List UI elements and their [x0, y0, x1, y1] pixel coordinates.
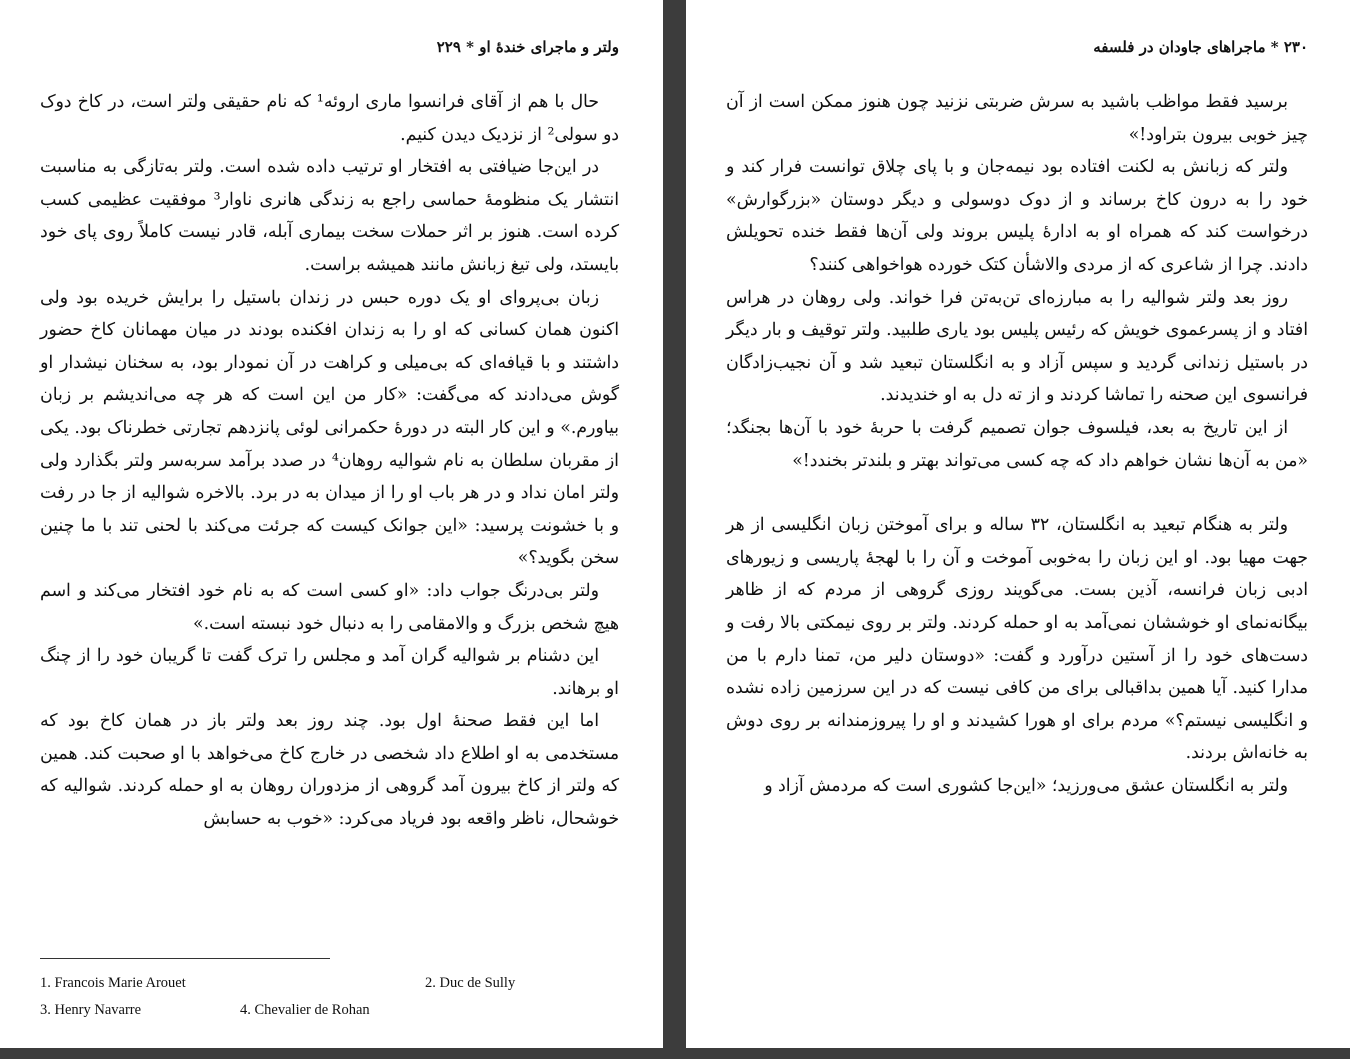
- footnote-3: 3. Henry Navarre: [40, 1002, 142, 1018]
- left-page: [0, 0, 663, 1048]
- paragraph: حال با هم از آقای فرانسوا ماری اروئه¹ که نام حقیقی ولتر است، در کاخ دوک دو سولی² از نزدیک دیدن کنیم.: [40, 92, 619, 145]
- right-running-title: [1093, 38, 1308, 56]
- right-running-head: [726, 34, 1308, 60]
- right-body-text: [726, 86, 1308, 802]
- left-chapter-title: ولتر و ماجرای خندهٔ او: [479, 38, 619, 56]
- paragraph: ولتر که زبانش به لکنت افتاده بود نیمه‌جان و با پای چلاق توانست فرار کند و خود را به درون کاخ برساند و از دوک دوسولی و دیگر دوستان «بزرگوارش» درخواست کند که همراه او به ادارهٔ پلیس بروند ولی آن‌ها فقط خنده تحویلش دادند. چرا از شاعری که از مردی والاشأن کتک خورده هواخواهی کنند؟: [726, 157, 1308, 275]
- paragraph: برسید فقط مواظب باشید به سرش ضربتی نزنید چون هنوز ممکن است از آن چیز خوبی بیرون بتراود!»: [726, 92, 1308, 145]
- left-page-number: ۲۲۹: [436, 38, 461, 56]
- right-page-number: ۲۳۰: [1283, 38, 1308, 56]
- paragraph: ولتر بی‌درنگ جواب داد: «او کسی است که به نام خود افتخار می‌کند و اسم هیچ شخص بزرگ و والامقامی را به دنبال خود نبسته است.»: [40, 580, 619, 634]
- paragraph: این دشنام بر شوالیه گران آمد و مجلس را ترک گفت تا گریبان خود را از چنگ او برهاند.: [40, 646, 619, 699]
- left-running-title: [437, 38, 619, 56]
- right-page: [686, 0, 1350, 1048]
- paragraph: روز بعد ولتر شوالیه را به مبارزه‌ای تن‌به‌تن فرا خواند. ولی روهان در هراس افتاد و از پسرعموی خویش که رئیس پلیس بود یاری طلبید. ولتر توقیف و بار دیگر در باستیل زندانی گردید و سپس آزاد و به انگلستان تبعید شد و آن نجیب‌زادگان فرانسوی این صحنه را تماشا کردند و از ته دل به او خندیدند.: [726, 287, 1308, 406]
- paragraph: از این تاریخ به بعد، فیلسوف جوان تصمیم گرفت با حربهٔ خود با آن‌ها بجنگد؛ «من به آن‌ها نشان خواهم داد که چه کسی می‌تواند بهتر و بلندتر بخندد!»: [726, 417, 1308, 471]
- star-separator-icon: *: [466, 38, 474, 56]
- paragraph: ولتر به هنگام تبعید به انگلستان، ۳۲ ساله و برای آموختن زبان انگلیسی از هر جهت مهیا بود. او این زبان را به‌خوبی آموخت و آن را با لهجهٔ پاریسی و زیورهای ادبی زبان فرانسه، آذین بست. می‌گویند روزی گروهی از مردم که از ظاهر بیگانه‌نمای او خوششان نمی‌آمد به او حمله کردند. ولتر بر روی نیمکتی بالا رفت و دست‌های خود را از آستین درآورد و گفت: «دوستان دلیر من، تمنا دارم با من مدارا کنید. آیا همین بداقبالی برای من کافی نیست که در این سرزمین زاده نشده و انگلیسی نیستم؟» مردم برای او هورا کشیدند و او را پیروزمندانه بر روی دوش به خانه‌اش بردند.: [726, 515, 1308, 764]
- star-separator-icon: *: [1270, 38, 1279, 56]
- footnote-1: 1. Francois Marie Arouet: [40, 975, 186, 991]
- footnotes: [40, 970, 600, 1024]
- left-body-text: [40, 86, 619, 836]
- paragraph: اما این فقط صحنهٔ اول بود. چند روز بعد ولتر باز در همان کاخ بود که مستخدمی به او اطلاع داد شخصی در خارج کاخ می‌خواهد با او صحبت کند. همین که ولتر از کاخ بیرون آمد گروهی از مزدوران روهان به او حمله کردند. شوالیه که خوشحال، ناظر واقعه بود فریاد می‌کرد: «خوب به حسابش: [40, 711, 619, 830]
- right-chapter-title: ماجراهای جاودان در فلسفه: [1093, 38, 1266, 56]
- left-running-head: [40, 34, 619, 60]
- footnote-4: 4. Chevalier de Rohan: [240, 1002, 370, 1018]
- paragraph: زبان بی‌پروای او یک دوره حبس در زندان باستیل را برایش خریده بود ولی اکنون همان کسانی که او را به زندان افکنده بودند در میان مهمانان کاخ حضور داشتند و با قیافه‌ای که بی‌میلی و کراهت در آن نمودار بود، به سخنان نیشدار او گوش می‌دادند که می‌گفت: «کار من این است که هر چه می‌اندیشم بر زبان بیاورم.» و این کار البته در دورهٔ حکمرانی لوئی پانزدهم تجارتی خطرناک بود. یکی از مقربان سلطان به نام شوالیه روهان⁴ در صدد برآمد سربه‌سر ولتر بگذارد ولی ولتر امان نداد و در هر باب او را از میدان به در برد. بالاخره شوالیه از جا در رفت و با خشونت پرسید: «این جوانک کیست که جرئت می‌کند با لحنی تند با ما چنین سخن بگوید؟»: [40, 287, 619, 569]
- footnote-rule: [40, 958, 330, 959]
- paragraph: در این‌جا ضیافتی به افتخار او ترتیب داده شده است. ولتر به‌تازگی به مناسبت انتشار یک منظومهٔ حماسی راجع به زندگی هانری ناوار³ موفقیت عظیمی کسب کرده است. هنوز بر اثر حملات سخت بیماری آبله، قادر نیست کاملاً روی پای خود بایستد، ولی تیغ زبانش مانند همیشه براست.: [40, 157, 619, 275]
- footnote-2: 2. Duc de Sully: [425, 975, 516, 991]
- paragraph: ولتر به انگلستان عشق می‌ورزید؛ «این‌جا کشوری است که مردمش آزاد و: [764, 775, 1288, 796]
- section-gap: [726, 477, 1308, 509]
